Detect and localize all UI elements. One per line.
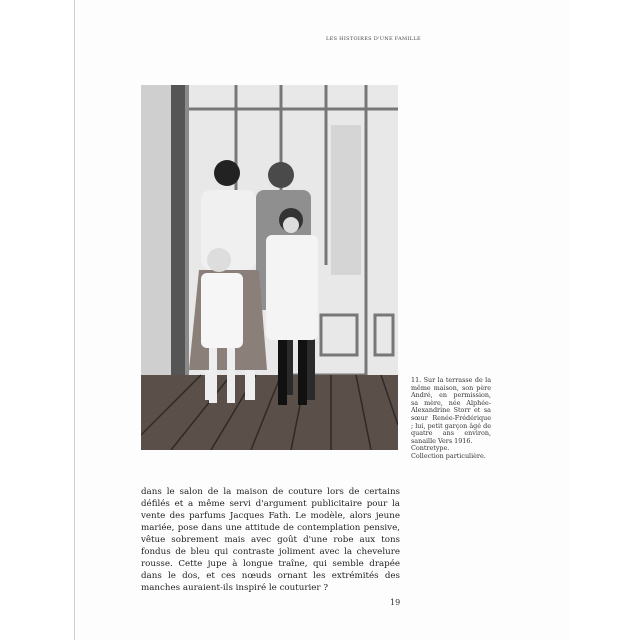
family-photograph	[141, 85, 398, 450]
caption-technique: Contretype.	[411, 444, 450, 453]
photo-illustration	[141, 85, 398, 450]
caption-text: 11. Sur la terrasse de la même maison, son père André, en permission, sa mère, née Alphée-Alexandrine Storr et sa sœur Renée-Frédérique ; lui, petit garçon âgé de quatre ans environ, sanaille Vers 1916.	[411, 376, 491, 445]
caption-source: Collection particulière.	[411, 451, 486, 460]
running-header: LES HISTOIRES D'UNE FAMILLE	[326, 36, 421, 42]
photo-caption	[411, 377, 491, 461]
page-number: 19	[390, 598, 401, 607]
body-paragraph: dans le salon de la maison de couture lors de certains défilés et a même servi d'argument publicitaire pour la vente des parfums Jacques Fath. Le modèle, alors jeune mariée, pose dans une attitude de contemplation pensive, vêtue sobrement mais avec goût d'une robe aux tons fondus de bleu qui contraste joliment avec la chevelure rousse. Cette jupe à longue traîne, qui semble drapée dans le dos, et ces nœuds ornant les extrémités des manches auraient-ils inspiré le couturier ?	[141, 487, 400, 593]
